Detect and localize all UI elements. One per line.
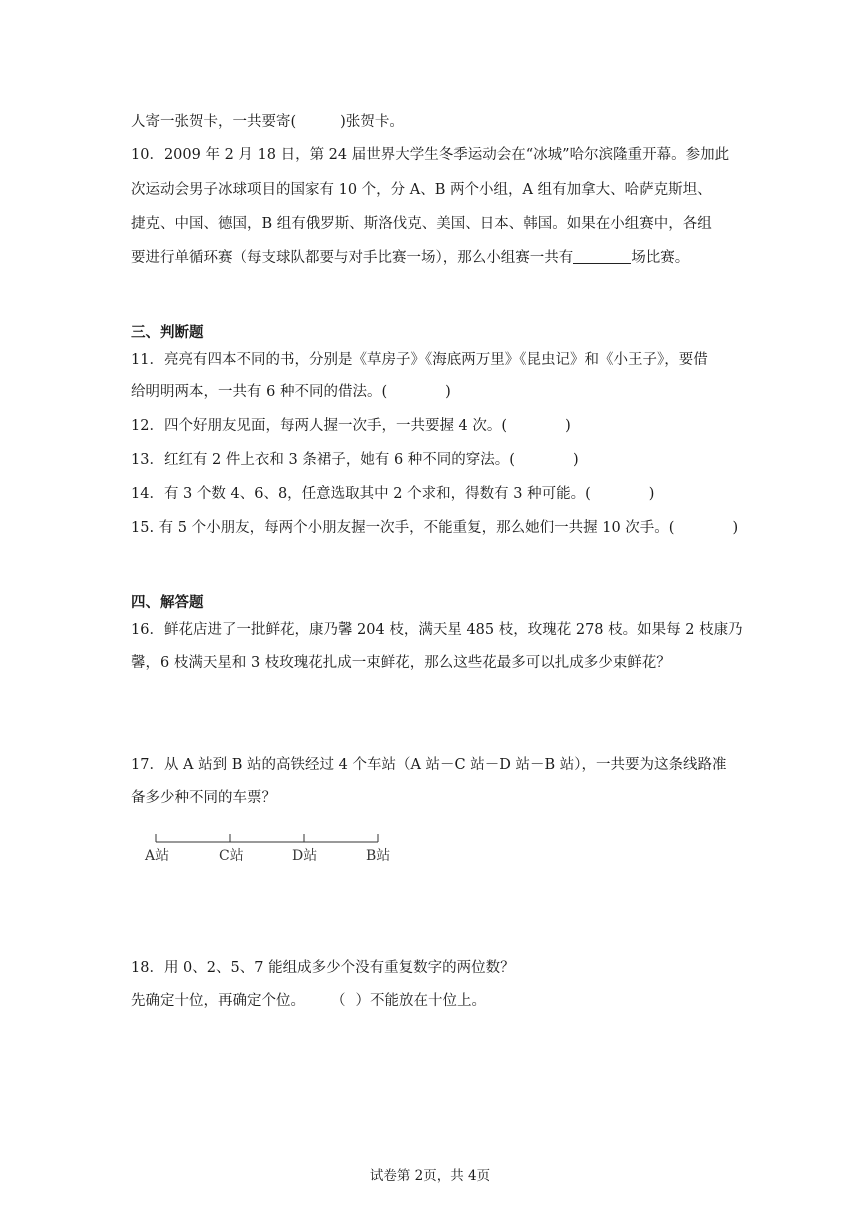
q13-line	[131, 450, 579, 470]
q10-line-3: 捷克、中国、德国，B 组有俄罗斯、斯洛伐克、美国、日本、韩国。如果在小组赛中，各组	[131, 216, 712, 232]
station-label-d: D站	[292, 848, 318, 864]
q18-text: 先确定十位，再确定个位。	[131, 993, 305, 1009]
q10-line-2: 次运动会男子冰球项目的国家有 10 个，分 A、B 两个小组，A 组有加拿大、哈萨克斯坦、	[131, 182, 712, 198]
q11-paren: )	[445, 384, 451, 400]
q9-line	[131, 112, 404, 132]
q13-paren: )	[572, 452, 579, 468]
q18-paren-open: （	[331, 993, 346, 1009]
q15-paren: )	[732, 520, 739, 536]
station-label-a: A站	[145, 848, 170, 864]
q17-line-2: 备多少种不同的车票？	[131, 790, 276, 806]
q10-line-4	[131, 248, 689, 268]
q14-line	[131, 484, 654, 504]
q10-text-end: 场比赛。	[631, 250, 690, 266]
q12-line	[131, 416, 571, 436]
answer-blank[interactable]	[573, 249, 631, 264]
q13-text: 13．红红有 2 件上衣和 3 条裙子，她有 6 种不同的穿法。(	[131, 452, 515, 468]
q16-line-2: 馨，6 枝满天星和 3 枝玫瑰花扎成一束鲜花，那么这些花最多可以扎成多少束鲜花？	[131, 655, 671, 671]
q15-text: 15. 有 5 个小朋友，每两个小朋友握一次手，不能重复，那么她们一共握 10 次手。(	[131, 520, 675, 536]
page-footer: 试卷第 2页，共 4页	[369, 1168, 491, 1184]
q11-line-1: 11．亮亮有四本不同的书，分别是《草房子》《海底两万里》《昆虫记》和《小王子》，要借	[131, 352, 708, 368]
q11-text: 给明明两本，一共有 6 种不同的借法。(	[131, 384, 388, 400]
q17-line-1: 17．从 A 站到 B 站的高铁经过 4 个车站（A 站－C 站－D 站－B 站），一共要为这条线路准	[131, 757, 727, 773]
q14-text: 14．有 3 个数 4、6、8，任意选取其中 2 个求和，得数有 3 种可能。(	[131, 486, 591, 502]
q15-line	[131, 518, 738, 538]
q12-text: 12．四个好朋友见面，每两人握一次手，一共要握 4 次。(	[131, 418, 508, 434]
station-diagram	[140, 828, 410, 873]
q18-line-2	[131, 991, 486, 1011]
q18-text-end: ）不能放在十位上。	[355, 993, 486, 1009]
station-label-c: C站	[219, 848, 244, 864]
q16-line-1: 16．鲜花店进了一批鲜花，康乃馨 204 枝，满天星 485 枝，玫瑰花 278 枝。如果每 2 枝康乃	[131, 622, 743, 638]
q11-line-2	[131, 382, 451, 402]
q9-text: 人寄一张贺卡，一共要寄(	[131, 114, 297, 130]
q10-text: 要进行单循环赛（每支球队都要与对手比赛一场），那么小组赛一共有	[131, 250, 574, 266]
station-label-b: B站	[366, 848, 391, 864]
q10-line-1: 10．2009 年 2 月 18 日，第 24 届世界大学生冬季运动会在“冰城”哈尔滨隆重开幕。参加此	[131, 147, 730, 163]
q14-paren: )	[648, 486, 655, 502]
q12-paren: )	[565, 418, 571, 434]
section-heading-solve: 四、解答题	[131, 595, 204, 611]
section-heading-judgment: 三、判断题	[131, 325, 204, 341]
q9-text-end: )张贺卡。	[340, 114, 404, 130]
q18-line-1: 18．用 0、2、5、7 能组成多少个没有重复数字的两位数？	[131, 960, 515, 976]
